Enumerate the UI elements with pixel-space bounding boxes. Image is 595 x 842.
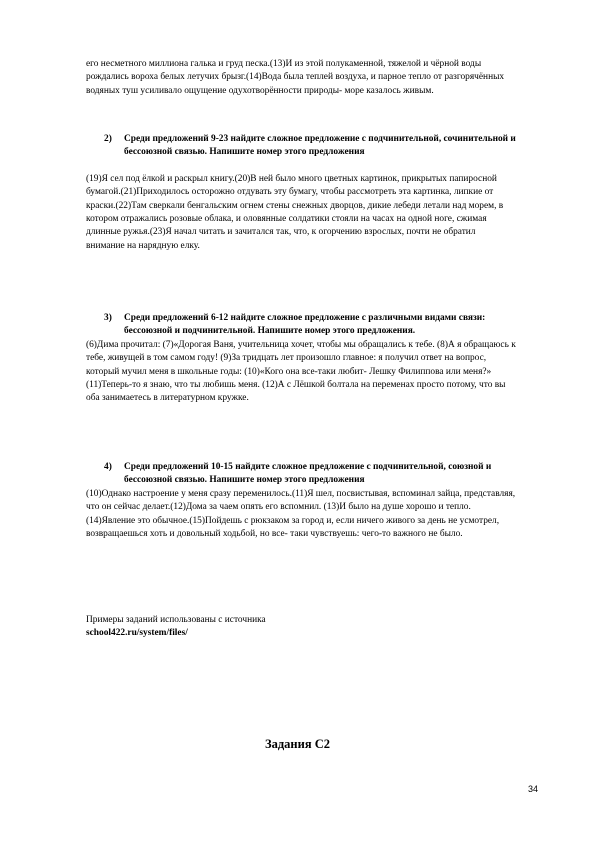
task-2 — [86, 133, 516, 253]
task-4-number: 4) — [104, 462, 112, 472]
task-4-question-text: Среди предложений 10-15 найдите сложное предложение с подчинительной, союзной и бессоюзной связью. Напишите номер этого предложения — [124, 462, 492, 486]
task-3-question-text: Среди предложений 6-12 найдите сложное предложение с различными видами связи: бессоюзной и подчинительной. Напишите номер этого предложения. — [124, 313, 486, 337]
task-3 — [86, 312, 516, 406]
source-note — [86, 614, 266, 641]
source-url[interactable]: school422.ru/system/files/ — [86, 628, 188, 639]
task-2-number: 2) — [104, 134, 112, 144]
task-3-text: (6)Дима прочитал: (7)«Дорогая Ваня, учительница хочет, чтобы мы обращались к тебе. (8)А я обращаюсь к тебе, живущей в том самом году! (9)За тридцать лет произошло главное: я получил ответ на вопрос, который мучил меня в школьные годы: (10)«Кого она все-таки любит- Лешку Филиппова или меня?» (11)Теперь-то я знаю, что ты любишь меня. (12)А с Лёшкой болтала на переменах просто потому, что вы оба занимаетесь в литературном кружке. — [86, 339, 516, 404]
source-label: Примеры заданий использованы с источника — [86, 615, 266, 625]
task-3-number: 3) — [104, 313, 112, 323]
task-4-question — [86, 461, 516, 488]
task-3-question — [86, 312, 516, 339]
task-2-question-text: Среди предложений 9-23 найдите сложное предложение с подчинительной, сочинительной и бессоюзной связью. Напишите номер этого предложения — [124, 134, 516, 158]
task-4 — [86, 461, 516, 541]
section-title: Задания С2 — [265, 737, 330, 751]
intro-paragraph — [86, 58, 516, 98]
task-4-text: (10)Однако настроение у меня сразу переменилось.(11)Я шел, посвистывая, вспоминал зайца, представляя, что он сейчас делает.(12)Дома за чаем опять его вспомнил. (13)И было на душе хорошо и тепло. (14)Явление это обычное.(15)Пойдешь с рюкзаком за город и, если ничего живого за день не усмотрел, возвращаешься хоть и довольный ходьбой, но все- таки чувствуешь: чего-то важного не было. — [86, 488, 516, 540]
task-2-text: (19)Я сел под ёлкой и раскрыл книгу.(20)В ней было много цветных картинок, прикрытых папиросной бумагой.(21)Приходилось осторожно отдувать эту бумагу, чтобы рассмотреть эта картинка, липкие от краски.(22)Там сверкали бенгальским огнем стены снежных дворцов, дикие лебеди летали над морем, в котором отражались розовые облака, и оловянные солдатики стояли на часах на одной ноге, сжимая длинные ружья.(23)Я начал читать и зачитался так, что, к огорчению взрослых, почти не обратил внимание на нарядную елку. — [86, 173, 504, 251]
task-2-question — [86, 133, 516, 160]
page-number: 34 — [528, 784, 539, 794]
intro-text: его несметного миллиона галька и груд песка.(13)И из этой полукаменной, тяжелой и чёрной воды рождались вороха белых летучих брызг.(14)Вода была теплей воздуха, и парное тепло от разгорячённых водяных туш усиливало ощущение одухотворённости природы- море казалось живым. — [86, 59, 505, 96]
